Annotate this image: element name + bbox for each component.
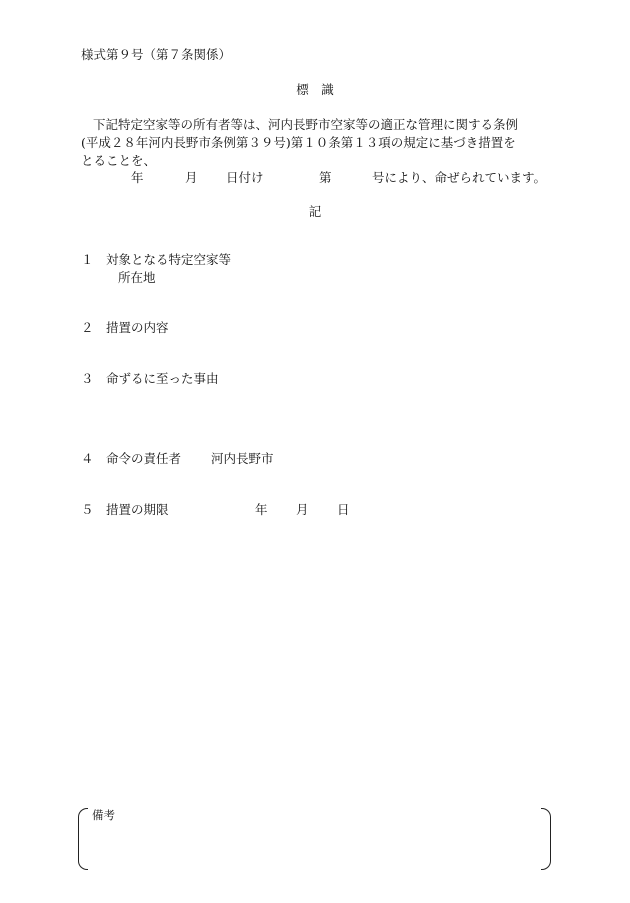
item-number: ３ <box>81 371 94 386</box>
item-label: 命令の責任者 <box>106 451 182 466</box>
remarks-label: 備考 <box>92 808 115 822</box>
deadline-year: 年 <box>255 502 268 517</box>
ki-heading: 記 <box>308 204 322 219</box>
remarks-bracket-left <box>78 808 88 870</box>
item-sub-label: 所在地 <box>118 270 156 285</box>
body-line-1: 下記特定空家等の所有者等は、河内長野市空家等の適正な管理に関する条例 <box>93 117 519 132</box>
item-label: 対象となる特定空家等 <box>106 252 232 267</box>
item-label: 措置の内容 <box>106 320 169 335</box>
form-label: 様式第９号（第７条関係） <box>81 47 232 62</box>
item-number: ２ <box>81 320 94 335</box>
deadline-month: 月 <box>296 502 309 517</box>
item-number: ５ <box>81 502 94 517</box>
order-number-suffix: 号により、命ぜられています。 <box>372 170 547 185</box>
order-date-year: 年 <box>131 170 144 185</box>
remarks-bracket-right <box>541 808 551 870</box>
item-number: １ <box>81 252 94 267</box>
deadline-day: 日 <box>337 502 350 517</box>
item-label: 措置の期限 <box>106 502 169 517</box>
item-label: 命ずるに至った事由 <box>106 371 219 386</box>
item-value: 河内長野市 <box>211 451 274 466</box>
order-date-day: 日付け <box>226 170 264 185</box>
item-number: ４ <box>81 451 94 466</box>
body-line-2: (平成２８年河内長野市条例第３９号)第１０条第１３項の規定に基づき措置を <box>81 135 516 150</box>
document-title: 標 識 <box>296 82 334 97</box>
order-date-month: 月 <box>185 170 198 185</box>
body-line-3: とることを、 <box>81 153 157 168</box>
order-number-prefix: 第 <box>319 170 332 185</box>
